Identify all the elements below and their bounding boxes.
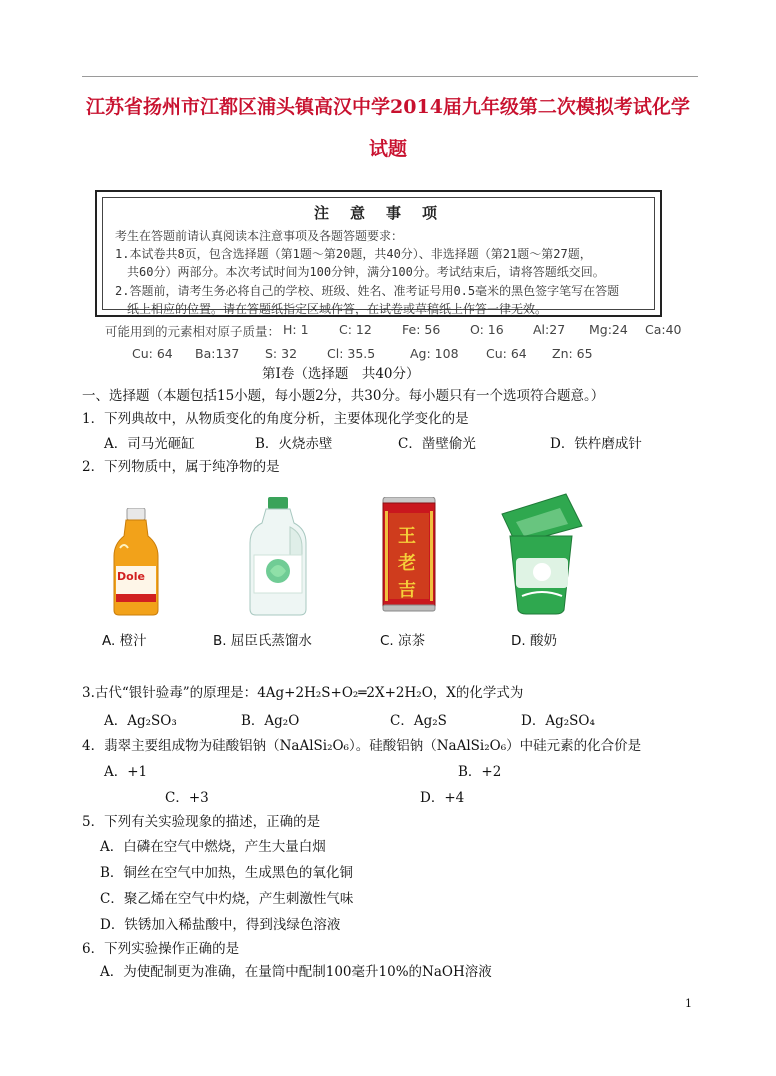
question-3-stem-prefix: 3.古代“银针验毒”的原理是：	[82, 685, 258, 701]
dole-brand-label: Dole	[117, 570, 145, 583]
question-5-option-d: D．铁锈加入稀盐酸中，得到浅绿色溶液	[100, 917, 341, 933]
can-character-3: 吉	[398, 580, 416, 601]
notice-line: 考生在答题前请认真阅读本注意事项及各题答题要求：	[115, 229, 404, 243]
question-5-option-c: C．聚乙烯在空气中灼烧，产生刺激性气味	[100, 891, 354, 907]
question-4-stem: 4．翡翠主要组成物为硅酸铝钠（NaAlSi₂O₆）。硅酸铝钠（NaAlSi₂O₆）中硅元素的化合价是	[82, 738, 642, 754]
question-3-option-b: B．Ag₂O	[241, 713, 300, 729]
question-1-option-c: C．凿壁偷光	[398, 436, 476, 452]
distilled-water-bottle-image	[246, 497, 310, 617]
question-1-option-b: B．火烧赤壁	[255, 436, 333, 452]
can-character-2: 老	[398, 553, 416, 574]
question-1-stem: 1．下列典故中，从物质变化的角度分析，主要体现化学变化的是	[82, 411, 469, 427]
question-4-option-d: D．+4	[420, 790, 465, 806]
notice-line: 共60分）两部分。本次考试时间为100分钟，满分100分。考试结束后，请将答题纸交回。	[127, 265, 605, 279]
atomic-mass: Ba:137	[195, 346, 240, 361]
question-3-option-d: D．Ag₂SO₄	[521, 713, 595, 729]
yogurt-cup-image	[496, 492, 584, 616]
atomic-mass: Ag: 108	[410, 346, 459, 361]
question-5-option-b: B．铜丝在空气中加热，生成黑色的氧化铜	[100, 865, 353, 881]
atomic-mass: Cu: 64	[486, 346, 527, 361]
question-3-option-a: A．Ag₂SO₃	[104, 713, 177, 729]
atomic-mass: H: 1	[283, 322, 309, 337]
question-2-option-c: C. 凉茶	[380, 633, 426, 649]
atomic-mass: S: 32	[265, 346, 298, 361]
document-title-line1: 江苏省扬州市江都区浦头镇高汉中学2014届九年级第二次模拟考试化学	[86, 96, 690, 118]
atomic-mass: Ca:40	[645, 322, 682, 337]
question-4-option-b: B．+2	[458, 764, 502, 780]
atomic-mass: Al:27	[533, 322, 566, 337]
question-2-option-d: D. 酸奶	[511, 633, 557, 649]
question-4-option-c: C．+3	[165, 790, 209, 806]
atomic-mass: Zn: 65	[552, 346, 593, 361]
orange-juice-bottle-image	[112, 508, 160, 616]
atomic-masses-label: 可能用到的元素相对原子质量：	[105, 324, 281, 339]
question-1-option-a: A．司马光砸缸	[104, 436, 195, 452]
notice-heading: 注 意 事 项	[313, 204, 444, 222]
question-5-option-a: A．白磷在空气中燃烧，产生大量白烟	[100, 839, 326, 855]
question-2-stem: 2．下列物质中，属于纯净物的是	[82, 459, 280, 475]
section-instructions: 一、选择题（本题包括15小题，每小题2分，共30分。每小题只有一个选项符合题意。）	[82, 388, 605, 404]
notice-line: 纸上相应的位置。请在答题纸指定区域作答，在试卷或草稿纸上作答一律无效。	[127, 302, 548, 316]
atomic-mass: Fe: 56	[402, 322, 441, 337]
section-heading: 第Ⅰ卷（选择题 共40分）	[262, 366, 420, 382]
question-5-stem: 5．下列有关实验现象的描述，正确的是	[82, 814, 321, 830]
page-number: 1	[685, 997, 692, 1010]
atomic-mass: O: 16	[470, 322, 504, 337]
question-3-option-c: C．Ag₂S	[390, 713, 447, 729]
question-6-stem: 6．下列实验操作正确的是	[82, 941, 240, 957]
question-2-option-b: B. 屈臣氏蒸馏水	[213, 633, 312, 649]
atomic-masses	[105, 322, 682, 362]
notice-line: 1.本试卷共8页，包含选择题（第1题～第20题，共40分）、非选择题（第21题～第27题，	[115, 247, 592, 261]
question-3-equation: 4Ag+2H₂S+O₂═2X+2H₂O，X的化学式为	[257, 685, 524, 701]
can-character-1: 王	[398, 526, 416, 547]
question-2-option-a: A. 橙汁	[102, 633, 147, 649]
top-rule	[82, 76, 698, 77]
notice-box	[95, 190, 662, 317]
document-title-line2: 试题	[368, 138, 407, 160]
atomic-mass: Mg:24	[589, 322, 628, 337]
question-6-option-a: A．为使配制更为准确，在量筒中配制100毫升10%的NaOH溶液	[100, 964, 492, 980]
atomic-mass: Cu: 64	[132, 346, 173, 361]
question-1-option-d: D．铁杵磨成针	[550, 436, 642, 452]
atomic-mass: Cl: 35.5	[327, 346, 376, 361]
atomic-mass: C: 12	[339, 322, 372, 337]
notice-line: 2.答题前，请考生务必将自己的学校、班级、姓名、准考证号用0.5毫米的黑色签字笔写在答题	[115, 284, 620, 298]
question-4-option-a: A．+1	[104, 764, 148, 780]
question-3-stem	[82, 681, 523, 701]
